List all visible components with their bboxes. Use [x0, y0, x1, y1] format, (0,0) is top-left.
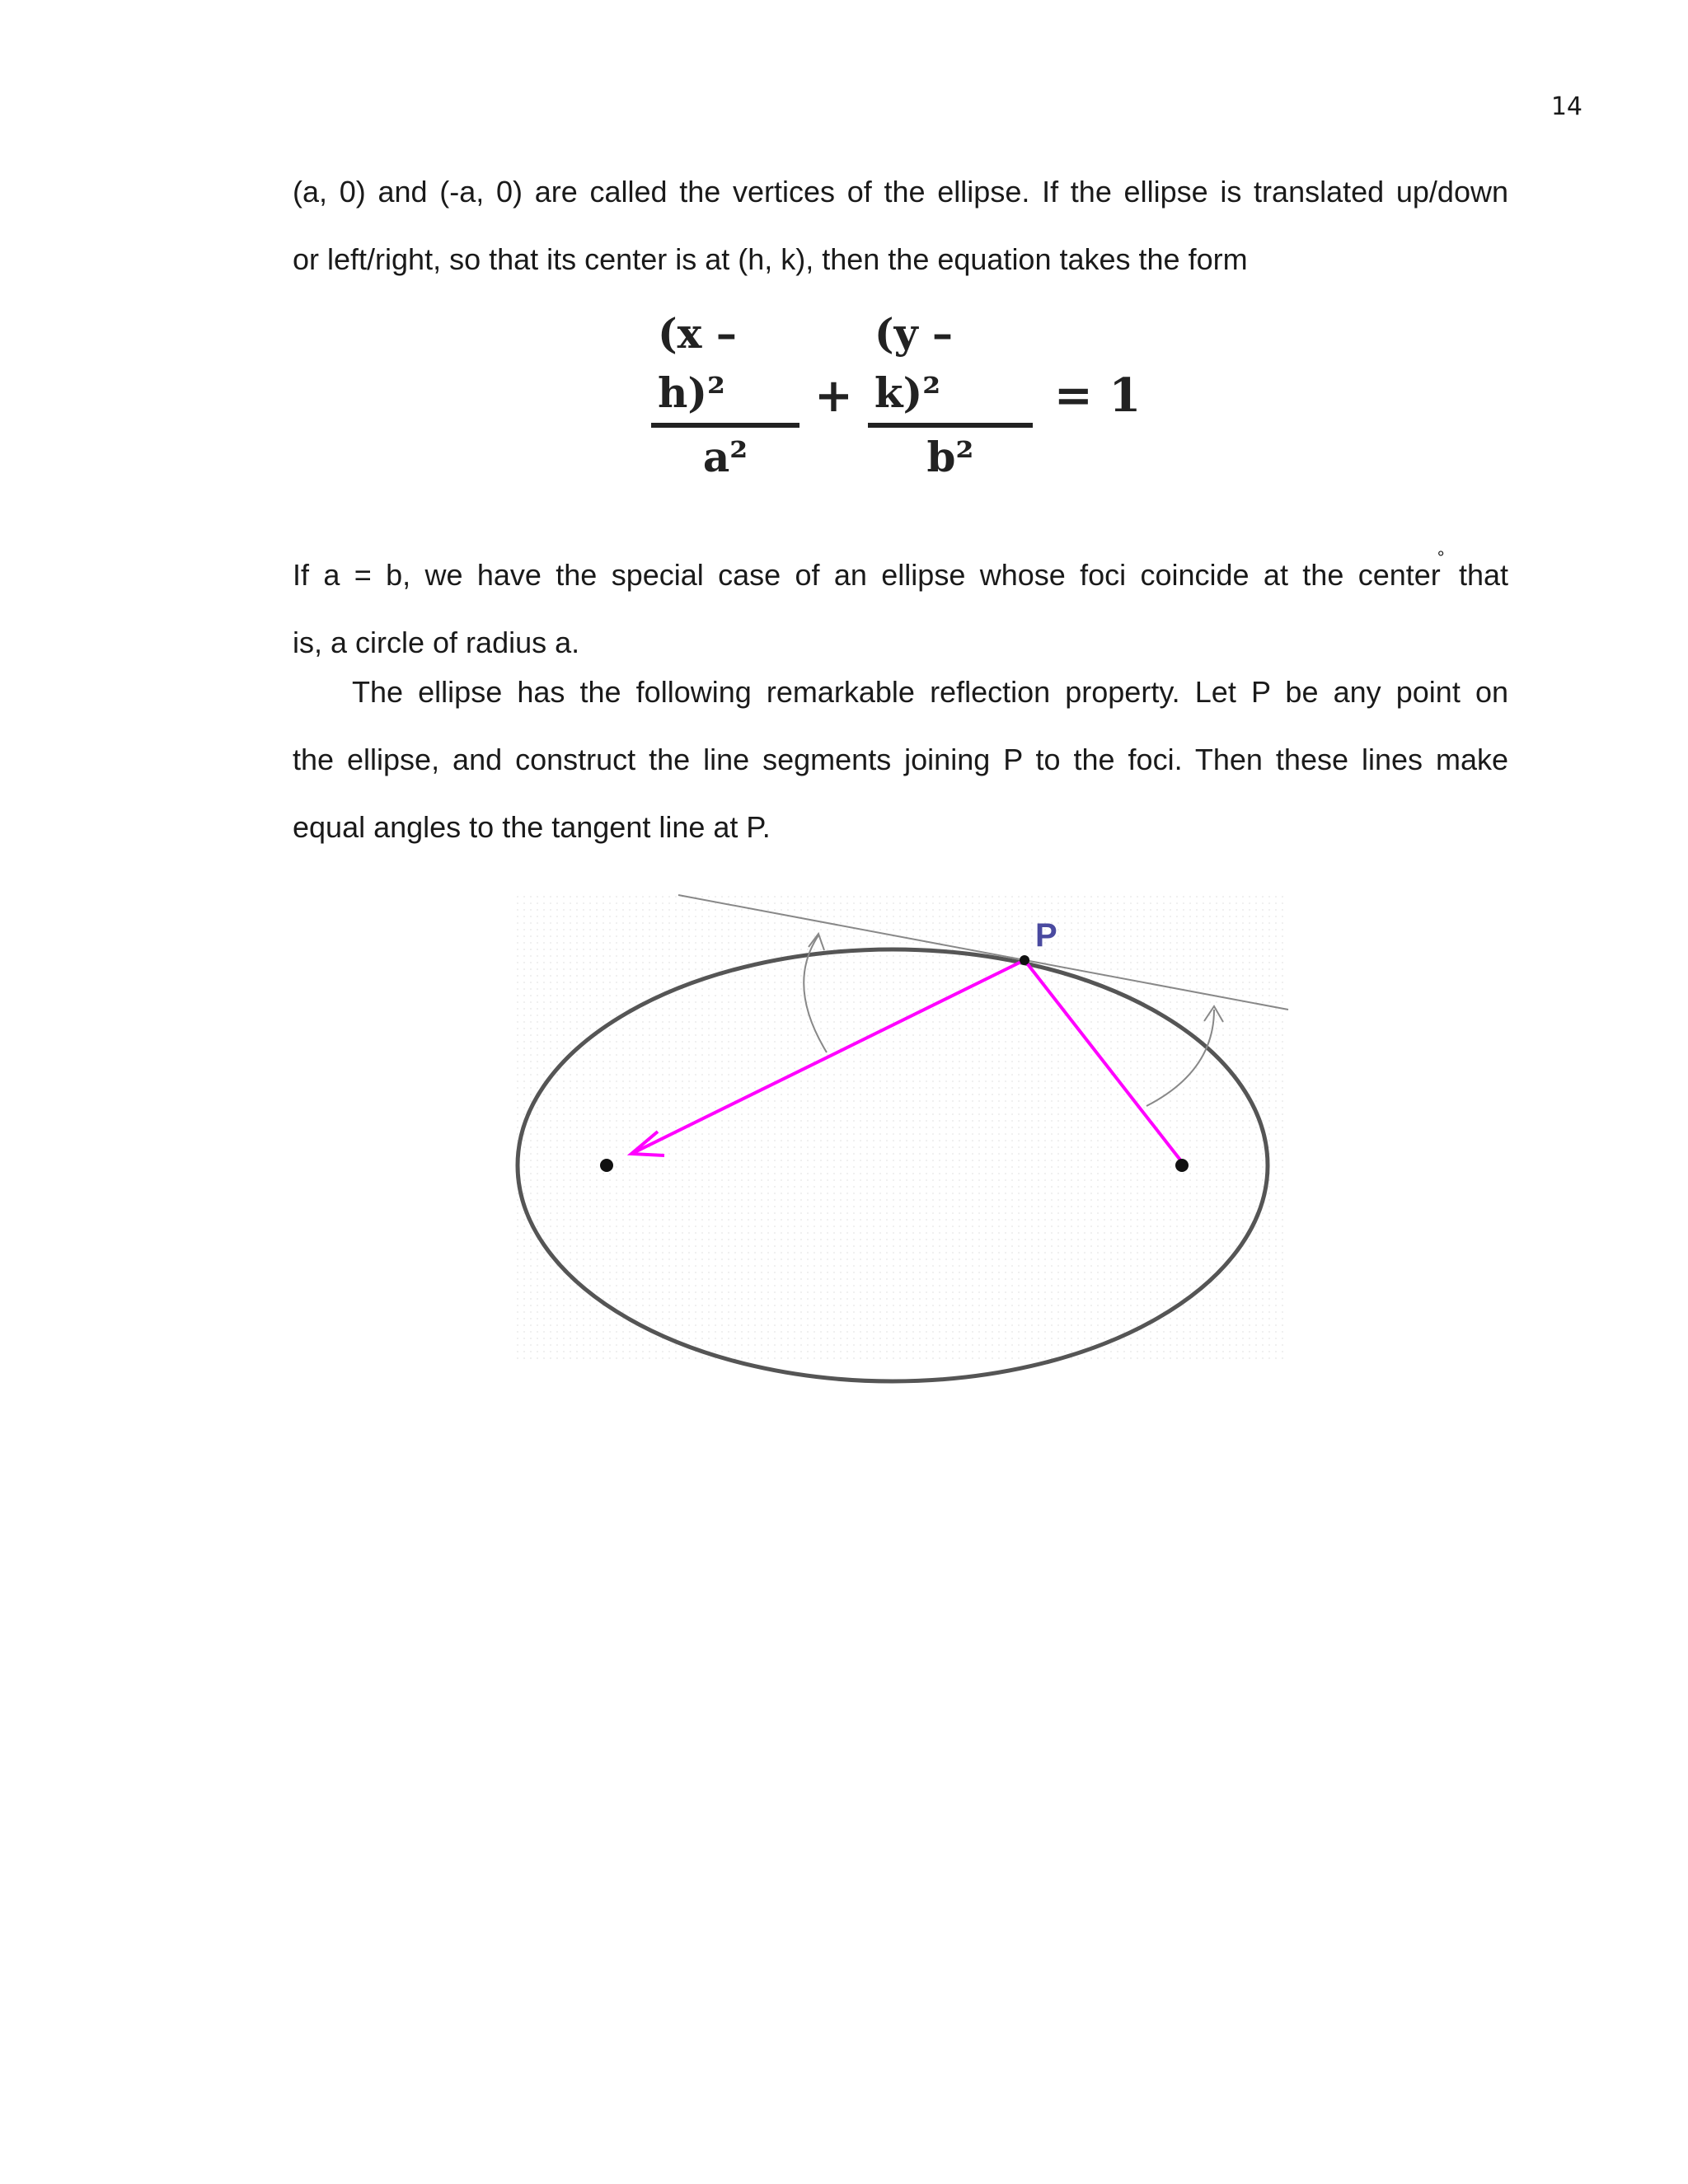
dotted-background [516, 894, 1284, 1360]
denominator-a: a² [702, 433, 748, 481]
paragraph-line: The ellipse has the following remarkable reflection property. Let P be any point on [352, 675, 1508, 709]
paragraph-circle-case [293, 524, 1508, 677]
numerator-y: (y – k)² [874, 309, 954, 417]
focus-right [1175, 1159, 1189, 1172]
paragraph-text: If a = b, we have the special case of an ellipse whose foci coincide at the center [293, 558, 1441, 592]
ellipse-equation [651, 309, 1142, 481]
point-p-marker [1020, 955, 1029, 965]
paragraph-line: is, a circle of radius a. [293, 626, 580, 659]
degree-mark: ° [1437, 547, 1445, 568]
point-p-label: P [1035, 917, 1057, 954]
fraction-x-term [651, 304, 799, 487]
paragraph-line: the ellipse, and construct the line segments joining P to the foci. Then these lines make [293, 743, 1508, 776]
paragraph-line: equal angles to the tangent line at P. [293, 810, 771, 844]
fraction-y-term [868, 304, 1033, 487]
paragraph-line: or left/right, so that its center is at (h, k), then the equation takes the form [293, 242, 1248, 276]
numerator-x: (x – h)² [658, 309, 737, 417]
page-number: 14 [1550, 92, 1582, 121]
paragraph-line [293, 524, 1508, 609]
paragraph-reflection-property [293, 658, 1508, 861]
paragraph-line: (a, 0) and (-a, 0) are called the vertices of the ellipse. If the ellipse is translated up/down [293, 175, 1508, 209]
plus-sign: + [814, 368, 853, 423]
ellipse-reflection-figure [509, 882, 1292, 1393]
paragraph-text: that [1458, 558, 1508, 592]
equals-one: = 1 [1053, 368, 1142, 423]
focus-left [600, 1159, 613, 1172]
denominator-b: b² [926, 433, 974, 481]
ellipse-diagram [509, 882, 1292, 1393]
paragraph-vertices [293, 158, 1508, 293]
